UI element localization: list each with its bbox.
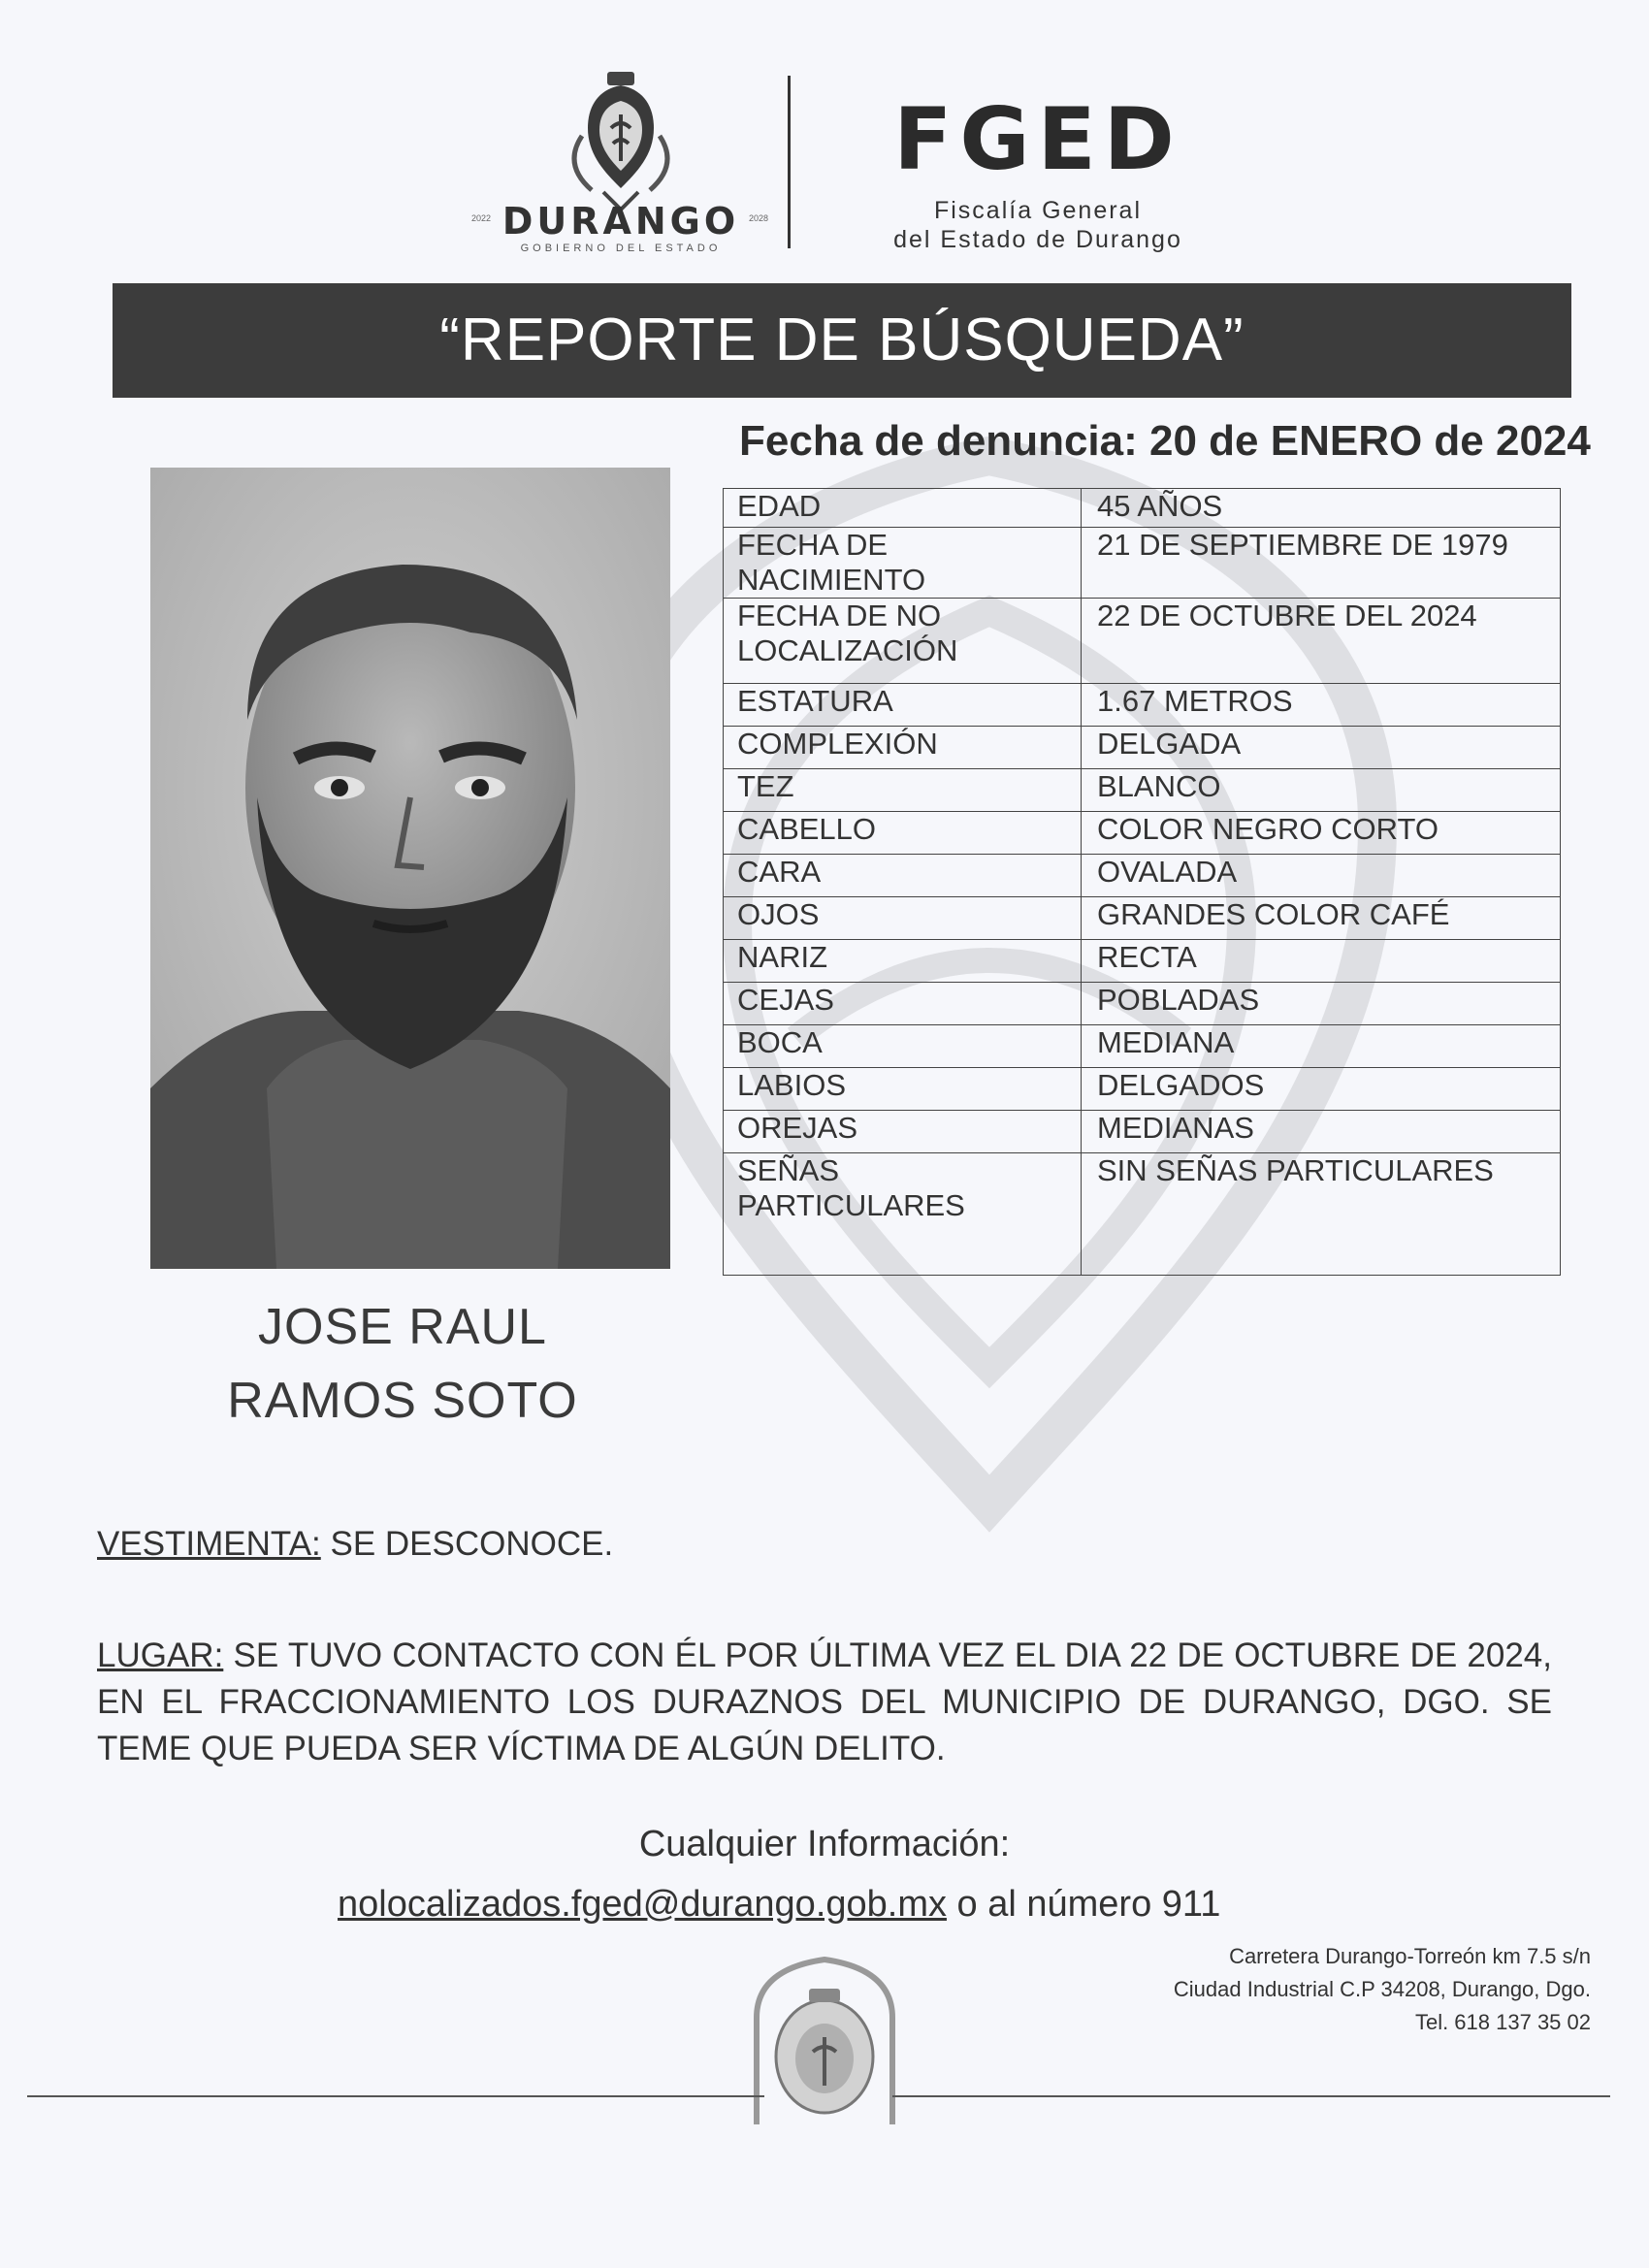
table-row: [724, 727, 1561, 769]
address-phone: Tel. 618 137 35 02: [1414, 2010, 1591, 2034]
person-name-line2: RAMOS SOTO: [227, 1373, 578, 1429]
attribute-value: 1.67 METROS: [1082, 684, 1561, 727]
report-date: Fecha de denuncia: 20 de ENERO de 2024: [739, 417, 1591, 465]
table-row: [724, 684, 1561, 727]
attribute-value: OVALADA: [1082, 855, 1561, 897]
attribute-label: CEJAS: [724, 983, 1082, 1025]
attribute-value: GRANDES COLOR CAFÉ: [1082, 897, 1561, 940]
address-line1: Carretera Durango-Torreón km 7.5 s/n: [1229, 1944, 1591, 1968]
durango-wordmark: DURANGO: [501, 200, 740, 243]
table-row: [724, 1068, 1561, 1111]
person-name: [189, 1290, 616, 1438]
durango-subtitle: GOBIERNO DEL ESTADO: [520, 243, 722, 254]
attribute-label: COMPLEXIÓN: [724, 727, 1082, 769]
durango-year-left: 2022: [471, 213, 492, 223]
table-row: [724, 1111, 1561, 1153]
attribute-value: DELGADA: [1082, 727, 1561, 769]
clothing-text: SE DESCONOCE.: [320, 1525, 614, 1563]
location-label: LUGAR:: [97, 1636, 224, 1674]
fged-subtitle-line1: Fiscalía General: [933, 197, 1143, 224]
attribute-label: OJOS: [724, 897, 1082, 940]
attribute-label: CARA: [724, 855, 1082, 897]
attribute-value: 21 DE SEPTIEMBRE DE 1979: [1082, 528, 1561, 599]
attribute-label: FECHA DE NO LOCALIZACIÓN: [724, 599, 1082, 684]
location-text: SE TUVO CONTACTO CON ÉL POR ÚLTIMA VEZ EL DIA 22 DE OCTUBRE DE 2024, EN EL FRACCIONAMIENTO LOS DURAZNOS DEL MUNICIPIO DE DURANGO, DGO. SE TEME QUE PUEDA SER VÍCTIMA DE ALGÚN DELITO.: [97, 1636, 1552, 1767]
attribute-label: NARIZ: [724, 940, 1082, 983]
table-row: [724, 489, 1561, 528]
person-name-line1: JOSE RAUL: [258, 1299, 547, 1355]
table-row: [724, 599, 1561, 684]
contact-phone: o al número 911: [946, 1884, 1221, 1925]
table-row: [724, 812, 1561, 855]
footer-crest-icon: [737, 1950, 912, 2124]
contact-email-link[interactable]: nolocalizados.fged@durango.gob.mx: [338, 1884, 947, 1925]
attribute-label: FECHA DE NACIMIENTO: [724, 528, 1082, 599]
fged-acronym: FGED: [893, 89, 1182, 189]
durango-state-logo: [456, 68, 786, 252]
table-row: [724, 528, 1561, 599]
durango-crest-icon: [553, 68, 689, 213]
attribute-value: BLANCO: [1082, 769, 1561, 812]
table-row: [724, 1153, 1561, 1276]
table-row: [724, 1025, 1561, 1068]
durango-year-right: 2028: [748, 213, 768, 223]
footer-divider-right: [892, 2095, 1610, 2097]
clothing-label: VESTIMENTA:: [97, 1525, 321, 1563]
table-row: [724, 983, 1561, 1025]
attribute-value: RECTA: [1082, 940, 1561, 983]
report-title-banner: “REPORTE DE BÚSQUEDA”: [113, 283, 1571, 398]
fged-logo: [854, 89, 1222, 254]
table-row: [724, 769, 1561, 812]
address-line2: Ciudad Industrial C.P 34208, Durango, Dgo.: [1173, 1977, 1591, 2001]
contact-line: [338, 1884, 1220, 1926]
attribute-label: ESTATURA: [724, 684, 1082, 727]
location-section: [97, 1633, 1552, 1772]
attribute-label: CABELLO: [724, 812, 1082, 855]
attribute-label: EDAD: [724, 489, 1082, 528]
footer-divider-left: [27, 2095, 764, 2097]
clothing-section: [97, 1525, 613, 1564]
attribute-value: 45 AÑOS: [1082, 489, 1561, 528]
attribute-value: POBLADAS: [1082, 983, 1561, 1025]
missing-person-photo: [150, 468, 670, 1269]
table-row: [724, 855, 1561, 897]
attribute-value: SIN SEÑAS PARTICULARES: [1082, 1153, 1561, 1276]
physical-description-table: [723, 488, 1561, 1276]
attribute-label: OREJAS: [724, 1111, 1082, 1153]
header-divider: [788, 76, 791, 248]
attribute-value: MEDIANAS: [1082, 1111, 1561, 1153]
table-row: [724, 940, 1561, 983]
fged-subtitle-line2: del Estado de Durango: [893, 226, 1182, 253]
table-row: [724, 897, 1561, 940]
attribute-value: COLOR NEGRO CORTO: [1082, 812, 1561, 855]
attribute-label: BOCA: [724, 1025, 1082, 1068]
attribute-value: DELGADOS: [1082, 1068, 1561, 1111]
attribute-label: LABIOS: [724, 1068, 1082, 1111]
attribute-label: SEÑAS PARTICULARES: [724, 1153, 1082, 1276]
attribute-value: 22 DE OCTUBRE DEL 2024: [1082, 599, 1561, 684]
agency-address: [1048, 1940, 1591, 2039]
contact-heading: Cualquier Información:: [638, 1824, 1011, 1864]
attribute-value: MEDIANA: [1082, 1025, 1561, 1068]
attribute-label: TEZ: [724, 769, 1082, 812]
